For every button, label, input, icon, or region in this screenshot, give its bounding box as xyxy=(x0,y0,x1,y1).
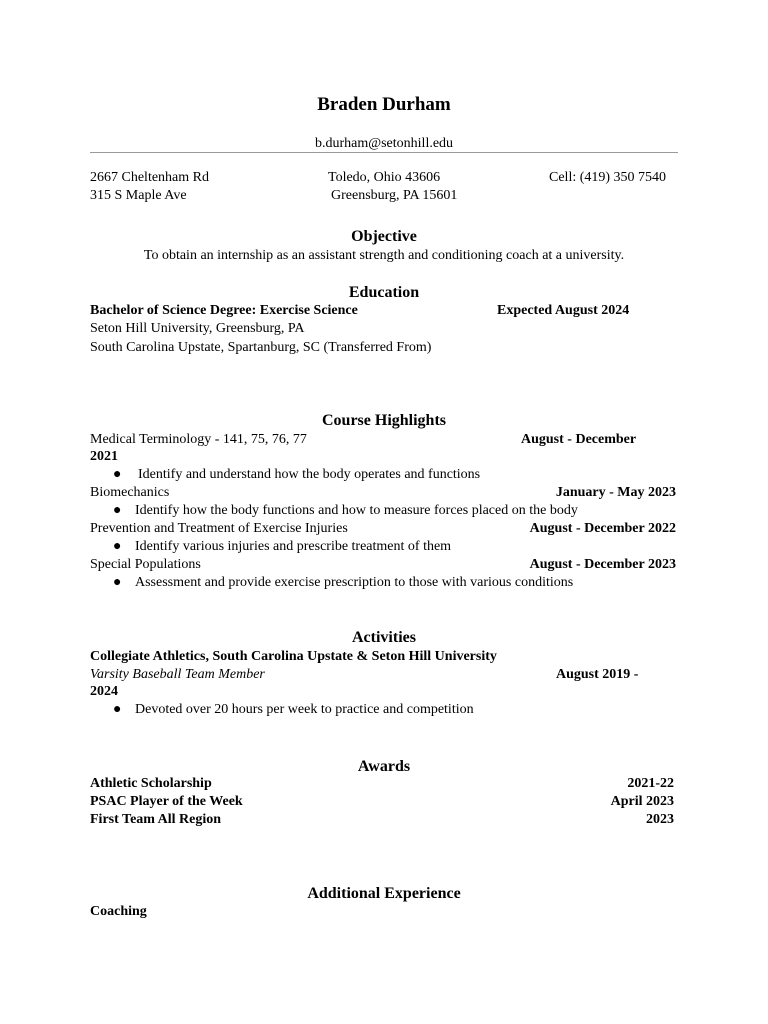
activity-role: Varsity Baseball Team Member xyxy=(90,667,265,682)
course-title: Medical Terminology - 141, 75, 76, 77 xyxy=(90,432,307,447)
bullet-icon: ● xyxy=(113,702,122,717)
bullet-text: Identify and understand how the body operates and functions xyxy=(138,467,481,482)
award-name: Athletic Scholarship xyxy=(90,776,212,791)
resume-name: Braden Durham xyxy=(317,94,451,115)
email: b.durham@setonhill.edu xyxy=(314,136,454,151)
school-1: Seton Hill University, Greensburg, PA xyxy=(90,321,305,336)
bullet-icon: ● xyxy=(113,575,122,590)
bullet-text: Assessment and provide exercise prescription to those with various conditions xyxy=(135,575,574,590)
city-line-1: Toledo, Ohio 43606 xyxy=(328,170,441,185)
course-date-continued: 2021 xyxy=(90,449,118,464)
address-line-1: 2667 Cheltenham Rd xyxy=(90,170,209,185)
award-name: PSAC Player of the Week xyxy=(90,794,243,809)
degree: Bachelor of Science Degree: Exercise Science xyxy=(90,303,358,318)
course-date: August - December 2023 xyxy=(529,557,676,572)
bullet-icon: ● xyxy=(113,539,122,554)
city-line-2: Greensburg, PA 15601 xyxy=(331,188,458,203)
header-divider xyxy=(90,152,678,153)
course-title: Prevention and Treatment of Exercise Injuries xyxy=(90,521,348,536)
course-date: August - December xyxy=(521,432,637,447)
bullet-text: Devoted over 20 hours per week to practice and competition xyxy=(135,702,474,717)
award-name: First Team All Region xyxy=(90,812,222,827)
course-bullet xyxy=(113,574,573,592)
course-date: January - May 2023 xyxy=(555,485,676,500)
courses-heading: Course Highlights xyxy=(321,412,446,429)
activity-date: August 2019 - xyxy=(556,667,639,682)
course-title: Biomechanics xyxy=(90,485,170,500)
activity-date-continued: 2024 xyxy=(90,684,118,699)
additional-experience-heading: Additional Experience xyxy=(307,885,461,902)
degree-date: Expected August 2024 xyxy=(497,303,630,318)
course-bullet xyxy=(113,538,451,556)
course-bullet xyxy=(113,502,578,520)
bullet-icon: ● xyxy=(113,503,122,518)
activity-org: Collegiate Athletics, South Carolina Upstate & Seton Hill University xyxy=(90,649,497,664)
address-line-2: 315 S Maple Ave xyxy=(90,188,187,203)
bullet-icon: ● xyxy=(113,467,122,482)
award-date: 2021-22 xyxy=(627,776,674,791)
awards-heading: Awards xyxy=(357,758,411,775)
bullet-text: Identify how the body functions and how to measure forces placed on the body xyxy=(135,503,578,518)
course-bullet xyxy=(113,466,480,484)
school-2: South Carolina Upstate, Spartanburg, SC (Transferred From) xyxy=(90,340,432,355)
objective-heading: Objective xyxy=(351,228,417,245)
cell-phone: Cell: (419) 350 7540 xyxy=(549,170,667,185)
education-heading: Education xyxy=(348,284,420,301)
objective-text: To obtain an internship as an assistant strength and conditioning coach at a university. xyxy=(143,248,625,263)
additional-experience-subheading: Coaching xyxy=(90,904,147,919)
bullet-text: Identify various injuries and prescribe treatment of them xyxy=(135,539,452,554)
course-date: August - December 2022 xyxy=(529,521,676,536)
activities-heading: Activities xyxy=(352,629,416,646)
award-date: 2023 xyxy=(646,812,674,827)
award-date: April 2023 xyxy=(610,794,674,809)
activity-bullet xyxy=(113,701,474,719)
course-title: Special Populations xyxy=(90,557,201,572)
